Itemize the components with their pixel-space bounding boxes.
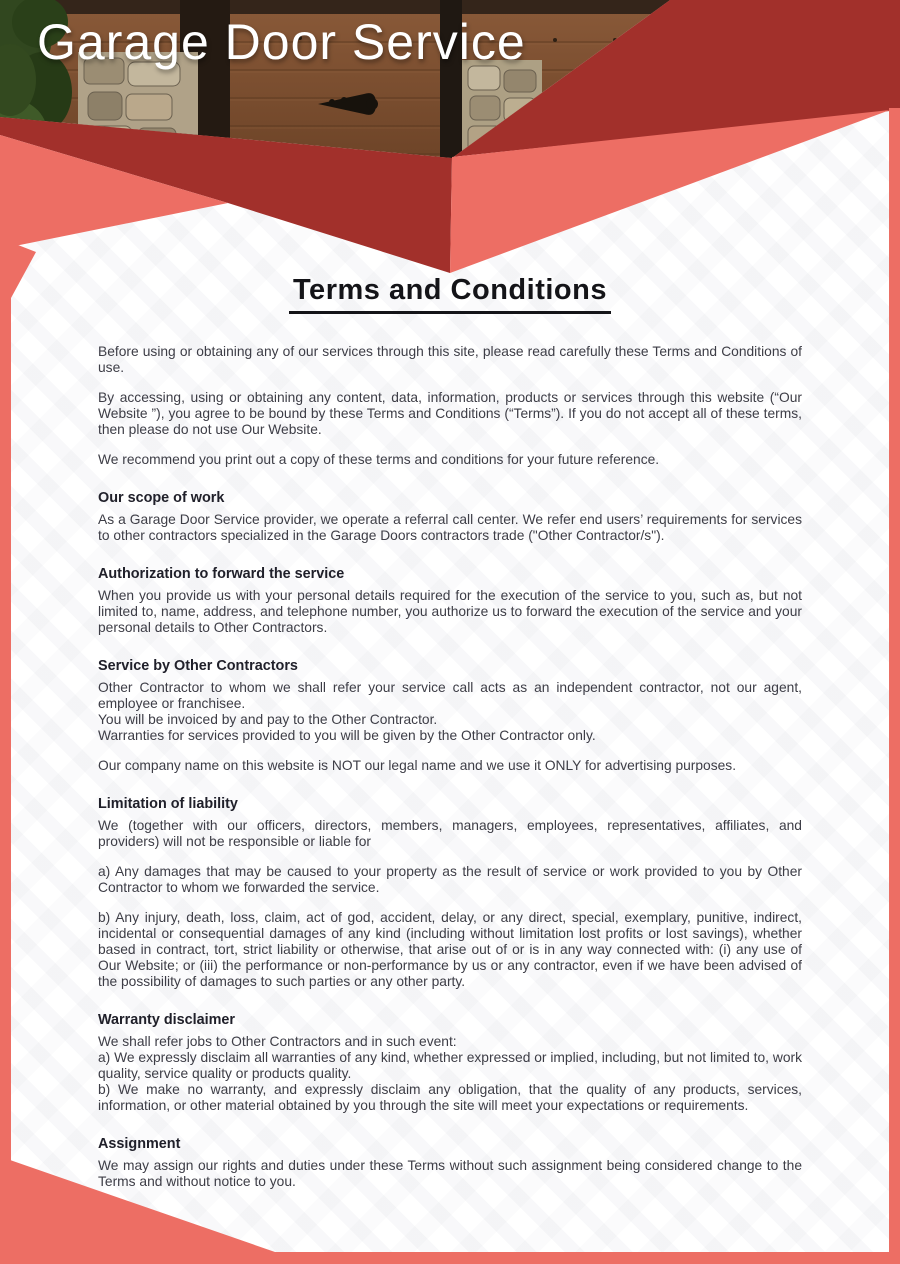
coral-left-edge-strip <box>0 238 36 1264</box>
section-heading: Assignment <box>98 1136 181 1152</box>
section-heading: Service by Other Contractors <box>98 658 298 674</box>
page-title: Terms and Conditions <box>289 274 611 314</box>
section-heading: Our scope of work <box>98 490 225 506</box>
paragraph: As a Garage Door Service provider, we operate a referral call center. We refer end users’ requirements for services to other contractors specialized in the Garage Doors contractors trade ("Other Contractor/s"). <box>98 512 802 543</box>
paragraph <box>98 1034 802 1114</box>
paragraph: Before using or obtaining any of our services through this site, please read carefully these Terms and Conditions of use. <box>98 344 802 375</box>
terms-content <box>98 274 802 1204</box>
paragraph-line: a) We expressly disclaim all warranties of any kind, whether expressed or implied, including, but not limited to, work quality, service quality or products quality. <box>98 1050 802 1081</box>
paragraph-line: Other Contractor to whom we shall refer your service call acts as an independent contractor, not our agent, employee or franchisee. <box>98 680 802 711</box>
paragraph: b) Any injury, death, loss, claim, act of god, accident, delay, or any direct, special, exemplary, punitive, indirect, incidental or consequential damages of any kind (including without limitation lost profits or lost savings), whether based in contract, tort, strict liability or otherwise, that arise out of or is in any way connected with: (i) any use of Our Website; or (iii) the performance or non-performance by us or any contractor, even if we have been advised of the possibility of damages to such parties or any other party. <box>98 910 802 989</box>
paragraph-line: We shall refer jobs to Other Contractors and in such event: <box>98 1034 457 1049</box>
paragraph: When you provide us with your personal details required for the execution of the service to you, such as, but not limited to, name, address, and telephone number, you authorize us to forward the execution of the service and your personal details to Other Contractors. <box>98 588 802 635</box>
coral-right-edge-strip <box>889 108 900 1264</box>
main-heading-wrap <box>98 274 802 314</box>
paragraph: We recommend you print out a copy of these terms and conditions for your future reference. <box>98 452 660 467</box>
paragraph-line: Warranties for services provided to you will be given by the Other Contractor only. <box>98 728 596 743</box>
paragraph <box>98 680 802 744</box>
paragraph: We may assign our rights and duties under these Terms without such assignment being considered change to the Terms and without notice to you. <box>98 1158 802 1189</box>
paragraph: We (together with our officers, directors, members, managers, employees, representatives, affiliates, and providers) will not be responsible or liable for <box>98 818 802 849</box>
paragraph: Our company name on this website is NOT our legal name and we use it ONLY for advertising purposes. <box>98 758 737 773</box>
terms-body <box>98 344 802 1190</box>
paragraph-line: You will be invoiced by and pay to the Other Contractor. <box>98 712 438 727</box>
section-heading: Warranty disclaimer <box>98 1012 236 1028</box>
section-heading: Authorization to forward the service <box>98 566 345 582</box>
site-title: Garage Door Service <box>37 14 526 70</box>
paragraph: By accessing, using or obtaining any content, data, information, products or services through this website (“Our Website ”), you agree to be bound by these Terms and Conditions (“Terms”). If you do not accept all of these terms, then please do not use Our Website. <box>98 390 802 437</box>
section-heading: Limitation of liability <box>98 796 238 812</box>
coral-bottom-bar <box>0 1252 900 1264</box>
paragraph-line: b) We make no warranty, and expressly disclaim any obligation, that the quality of any products, services, information, or other material obtained by you through the site will meet your expectations or requirements. <box>98 1082 802 1113</box>
paragraph: a) Any damages that may be caused to your property as the result of service or work provided to you by Other Contractor to whom we forwarded the service. <box>98 864 802 895</box>
